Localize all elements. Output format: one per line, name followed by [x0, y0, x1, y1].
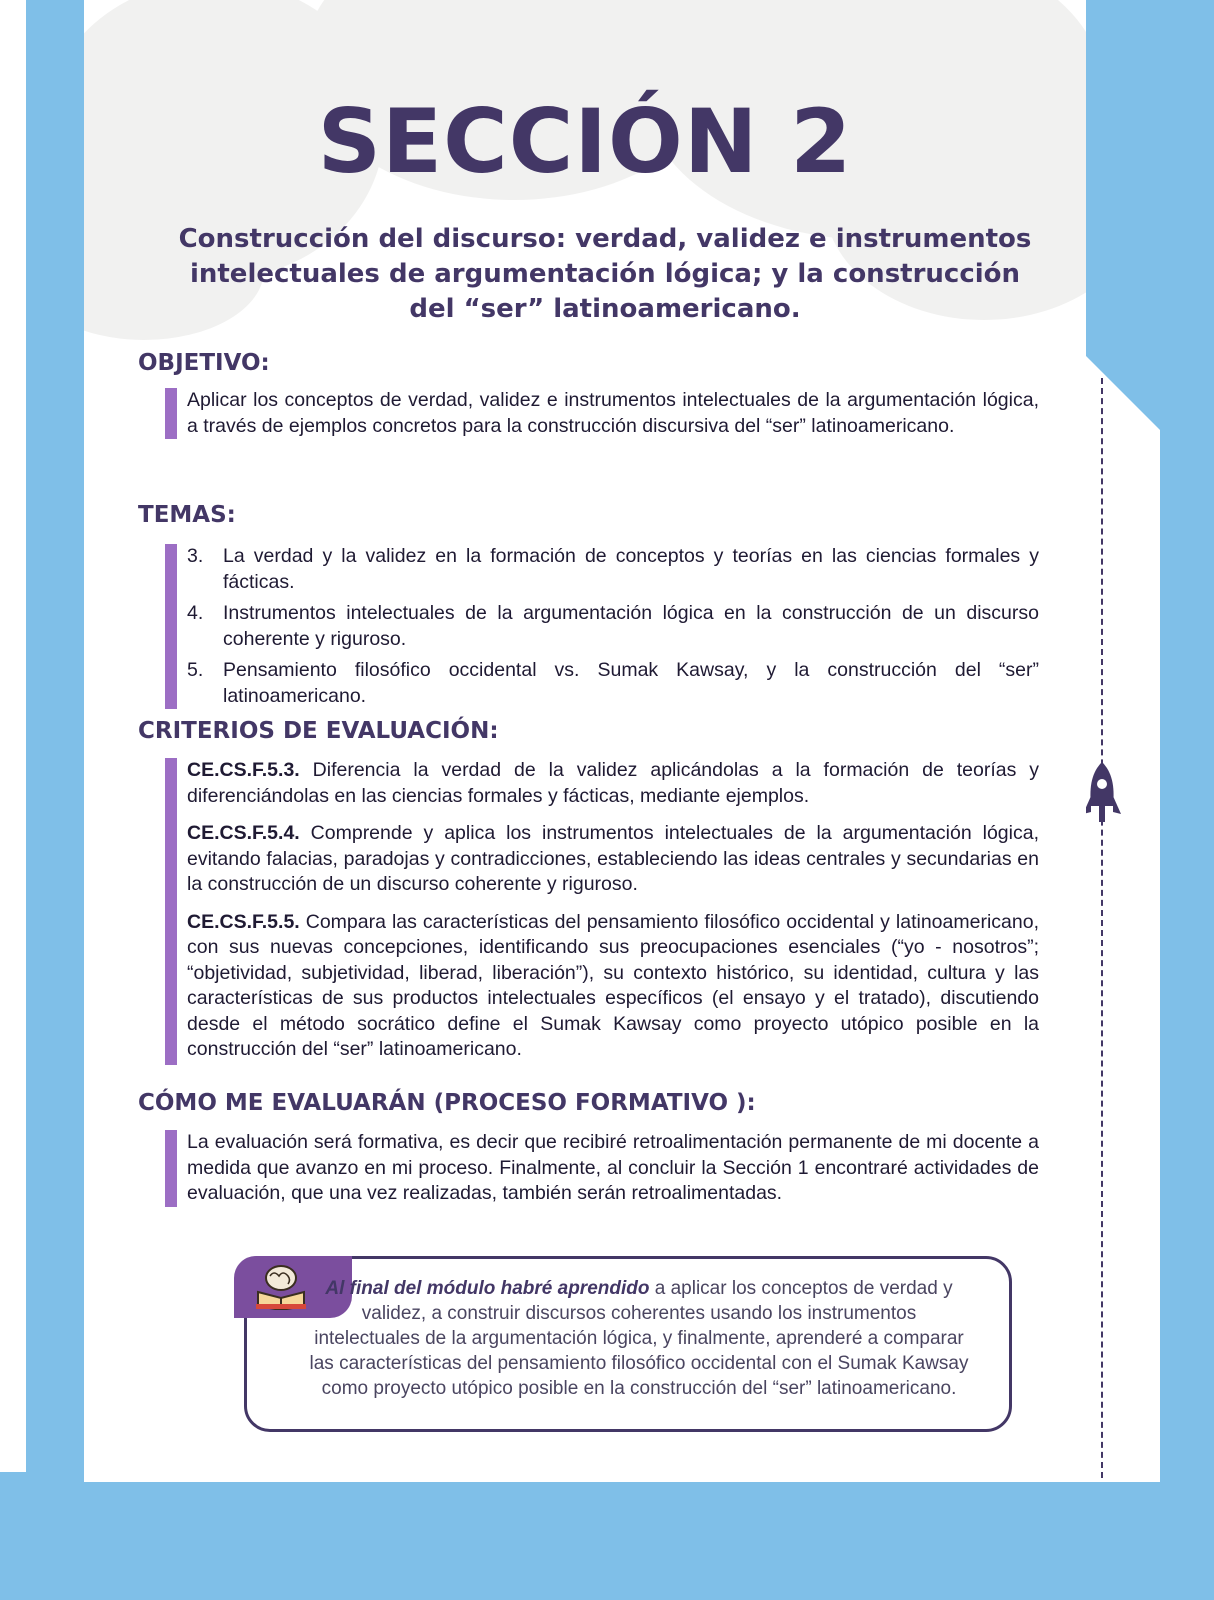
- evaluacion-text: La evaluación será formativa, es decir que recibiré retroalimentación permanente de mi docente a medida que avanzo en mi proceso. Finalmente, al concluir la Sección 1 encontraré actividades de evaluación, que una vez realizadas, también serán retroalimentadas.: [187, 1131, 1039, 1204]
- accent-bar: [165, 1130, 177, 1207]
- temas-heading: TEMAS:: [138, 502, 236, 528]
- frame-bottom: [0, 1482, 1214, 1600]
- list-item: [165, 601, 1039, 652]
- objetivo-text: Aplicar los conceptos de verdad, validez e instrumentos intelectuales de la argumentación lógica, a través de ejemplos concretos para la construcción discursiva del “ser” latinoamericano.: [187, 389, 1039, 437]
- note-body: a aplicar los conceptos de verdad y validez, a construir discursos coherentes usando los instrumentos intelectuales de la argumentación lógica, y finalmente, aprenderé a comparar las características del pensamiento filosófico occidental con el Sumak Kawsay como proyecto utópico posible en la construcción del “ser” latinoamericano.: [309, 1278, 969, 1399]
- criterios-block: [165, 758, 1039, 1075]
- rocket-icon: [1082, 760, 1122, 832]
- page-subtitle: Construcción del discurso: verdad, validez e instrumentos intelectuales de argumentación lógica; y la construcción del “ser” latinoamericano.: [178, 224, 1032, 324]
- objetivo-block: [165, 388, 1039, 439]
- criterios-heading: CRITERIOS DE EVALUACIÓN:: [138, 718, 499, 744]
- list-text: La verdad y la validez en la formación de conceptos y teorías en las ciencias formales y fácticas.: [223, 545, 1039, 593]
- objetivo-heading: OBJETIVO:: [138, 350, 270, 376]
- criterio-text: Comprende y aplica los instrumentos intelectuales de la argumentación lógica, evitando falacias, paradojas y contradicciones, estableciendo las ideas centrales y secundarias en la construcción de un discurso coherente y riguroso.: [187, 822, 1039, 895]
- criterio-code: CE.CS.F.5.3.: [187, 759, 300, 781]
- note-lead: Al final del módulo habré aprendido: [325, 1278, 650, 1299]
- evaluacion-block: [165, 1130, 1039, 1207]
- list-text: Pensamiento filosófico occidental vs. Sumak Kawsay, y la construcción del “ser” latinoamericano.: [223, 659, 1039, 707]
- list-item: [165, 544, 1039, 595]
- criterio-text: Compara las características del pensamiento filosófico occidental y latinoamericano, con sus nuevas concepciones, identificando sus preocupaciones esenciales (“yo - nosotros”; “objetividad, subjetividad, liberad, liberación”), su contexto histórico, su identidad, cultura y las características de sus productos intelectuales específicos (el ensayo y el tratado), discutiendo desde el método socrático define el Sumak Kawsay como proyecto utópico posible en la construcción del “ser” latinoamericano.: [187, 910, 1039, 1060]
- list-text: Instrumentos intelectuales de la argumentación lógica en la construcción de un discurso coherente y riguroso.: [223, 602, 1039, 650]
- frame-left-edge: [0, 0, 26, 1472]
- criterio-item: [187, 758, 1039, 809]
- list-number: 3.: [187, 545, 204, 567]
- list-number: 5.: [187, 659, 204, 681]
- accent-bar: [165, 758, 177, 1065]
- page-sheet: [84, 0, 1086, 1482]
- temas-block: [165, 544, 1039, 709]
- dashed-line: [1101, 378, 1103, 1478]
- criterio-text: Diferencia la verdad de la validez aplicándolas a la formación de teorías y diferenciándolas en las ciencias formales y fácticas, mediante ejemplos.: [187, 759, 1040, 807]
- evaluacion-heading: CÓMO ME EVALUARÁN (PROCESO FORMATIVO ):: [138, 1090, 756, 1116]
- brain-book-icon: [254, 1262, 308, 1310]
- list-item: [165, 658, 1039, 709]
- criterio-code: CE.CS.F.5.5.: [187, 910, 300, 933]
- criterio-item: [187, 821, 1039, 898]
- list-number: 4.: [187, 602, 204, 624]
- page-title: SECCIÓN 2: [317, 90, 853, 193]
- temas-list: [165, 544, 1039, 709]
- criterio-item: [187, 910, 1039, 1063]
- right-tab: [1080, 350, 1160, 1482]
- accent-bar: [165, 388, 177, 439]
- learning-note-text: [309, 1276, 969, 1401]
- criterio-code: CE.CS.F.5.4.: [187, 822, 300, 844]
